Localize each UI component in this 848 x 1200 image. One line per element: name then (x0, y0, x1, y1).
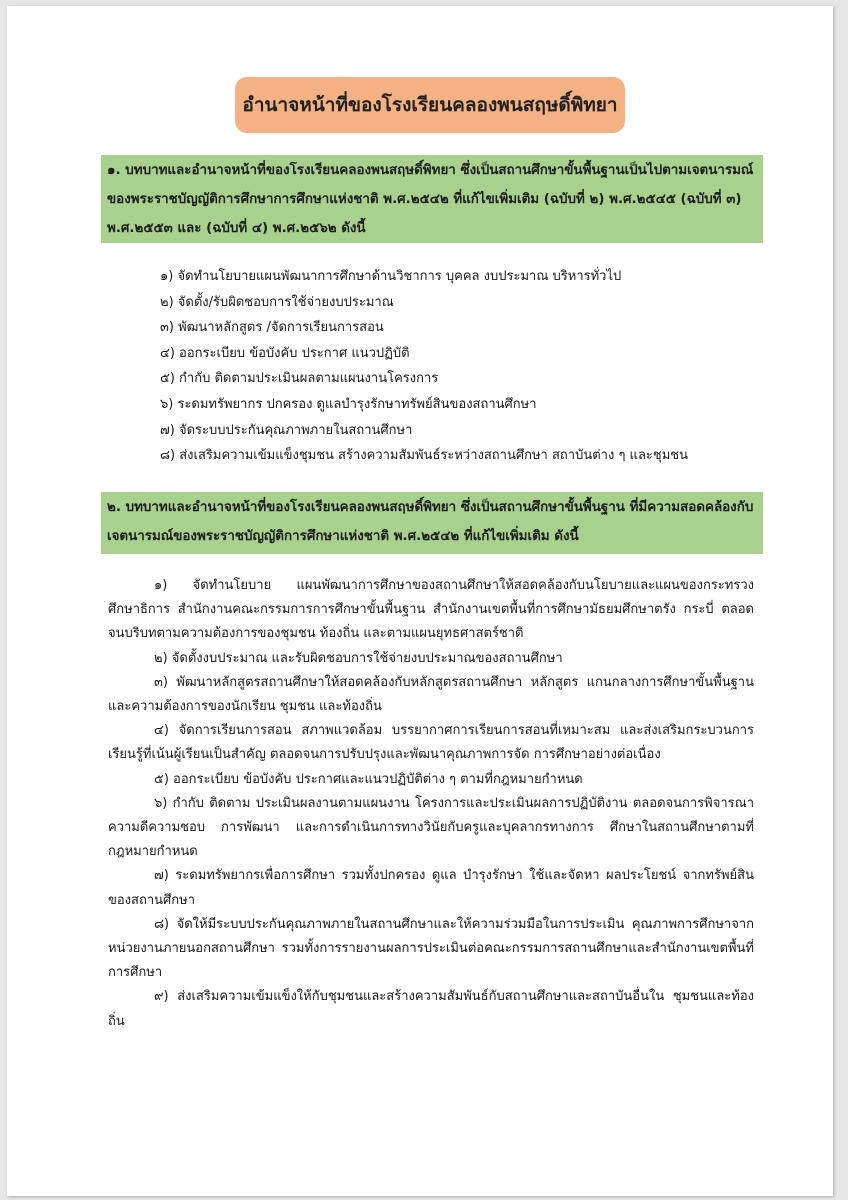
section-2-heading: ๒. บทบาทและอำนาจหน้าที่ของโรงเรียนคลองพนสฤษดิ์พิทยา ซึ่งเป็นสถานศึกษาขั้นพื้นฐาน ที่มีความสอดคล้องกับเจตนารมณ์ของพระราชบัญญัติการศึกษาแห่งชาติ พ.ศ.๒๕๔๒ ที่แก้ไขเพิ่มเติม ดังนี้ (101, 492, 763, 554)
list-item: ๒) จัดตั้ง/รับผิดชอบการใช้จ่ายงบประมาณ (160, 294, 394, 310)
list-item: ๕) กำกับ ติดตามประเมินผลตามแผนงานโครงการ (160, 371, 439, 387)
paragraph: ๔) จัดการเรียนการสอน สภาพแวดล้อม บรรยากาศการเรียนการสอนที่เหมาะสม และส่งเสริมกระบวนการเรียนรู้ที่เน้นผู้เรียนเป็นสำคัญ ตลอดจนการปรับปรุงและพัฒนาคุณภาพการจัด การศึกษาอย่างต่อเนื่อง (108, 723, 754, 763)
paragraph: ๗) ระดมทรัพยากรเพื่อการศึกษา รวมทั้งปกครอง ดูแล บำรุงรักษา ใช้และจัดหา ผลประโยชน์ จากทรัพย์สินของสถานศึกษา (108, 868, 754, 908)
section-2-body (108, 574, 754, 1034)
section-1-heading: ๑. บทบาทและอำนาจหน้าที่ของโรงเรียนคลองพนสฤษดิ์พิทยา ซึ่งเป็นสถานศึกษาขั้นพื้นฐานเป็นไปตามเจตนารมณ์ของพระราชบัญญัติการศึกษาการศึกษาแห่งชาติ พ.ศ.๒๕๔๒ ที่แก้ไขเพิ่มเติม (ฉบับที่ ๒) พ.ศ.๒๕๔๕ (ฉบับที่ ๓) พ.ศ.๒๕๕๓ และ (ฉบับที่ ๔) พ.ศ.๒๕๖๒ ดังนี้ (101, 155, 763, 243)
list-item: ๓) พัฒนาหลักสูตร /จัดการเรียนการสอน (160, 320, 384, 336)
list-item: ๗) จัดระบบประกันคุณภาพภายในสถานศึกษา (160, 422, 413, 438)
paragraph: ๕) ออกระเบียบ ข้อบังคับ ประกาศและแนวปฏิบัติต่าง ๆ ตามที่กฎหมายกำหนด (154, 771, 583, 787)
paragraph: ๘) จัดให้มีระบบประกันคุณภาพภายในสถานศึกษาและให้ความร่วมมือในการประเมิน คุณภาพการศึกษาจากหน่วยงานภายนอกสถานศึกษา รวมทั้งการรายงานผลการประเมินต่อคณะกรรมการสถานศึกษาและสำนักงานเขตพื้นที่การศึกษา (108, 916, 754, 981)
document-page (7, 6, 833, 1196)
paragraph: ๓) พัฒนาหลักสูตรสถานศึกษาให้สอดคล้องกับหลักสูตรสถานศึกษา หลักสูตร แกนกลางการศึกษาขั้นพื้นฐาน และความต้องการของนักเรียน ชุมชน และท้องถิ่น (108, 674, 754, 715)
list-item: ๑) จัดทำนโยบายแผนพัฒนาการศึกษาด้านวิชาการ บุคคล งบประมาณ บริหารทั่วไป (160, 269, 622, 284)
paragraph: ๙) ส่งเสริมความเข้มแข็งให้กับชุมชนและสร้างความสัมพันธ์กับสถานศึกษาและสถาบันอื่นใน ชุมชนและท้องถิ่น (108, 989, 754, 1029)
paragraph: ๖) กำกับ ติดตาม ประเมินผลงานตามแผนงาน โครงการและประเมินผลการปฏิบัติงาน ตลอดจนการพิจารณาความดีความชอบ การพัฒนา และการดำเนินการทางวินัยกับครูและบุคลากรทางการ ศึกษาในสถานศึกษาตามที่กฎหมายกำหนด (108, 795, 754, 860)
list-item: ๔) ออกระเบียบ ข้อบังคับ ประกาศ แนวปฏิบัติ (160, 345, 410, 361)
paragraph: ๑) จัดทำนโยบาย แผนพัฒนาการศึกษาของสถานศึกษาให้สอดคล้องกับนโยบายและแผนของกระทรวงศึกษาธิการ สำนักงานคณะกรรมการการศึกษาขั้นพื้นฐาน สำนักงานเขตพื้นที่การศึกษามัธยมศึกษาตรัง กระบี่ ตลอดจนบริบทตามความต้องการของชุมชน ท้องถิ่น และตามแผนยุทธศาสตร์ชาติ (108, 578, 754, 642)
section-1-list (160, 264, 688, 469)
list-item: ๖) ระดมทรัพยากร ปกครอง ดูแลบำรุงรักษาทรัพย์สินของสถานศึกษา (160, 396, 537, 412)
list-item: ๘) ส่งเสริมความเข้มแข็งชุมชน สร้างความสัมพันธ์ระหว่างสถานศึกษา สถาบันต่าง ๆ และชุมชน (160, 448, 688, 464)
document-title: อำนาจหน้าที่ของโรงเรียนคลองพนสฤษดิ์พิทยา (235, 77, 625, 133)
paragraph: ๒) จัดตั้งงบประมาณ และรับผิดชอบการใช้จ่ายงบประมาณของสถานศึกษา (154, 650, 563, 666)
